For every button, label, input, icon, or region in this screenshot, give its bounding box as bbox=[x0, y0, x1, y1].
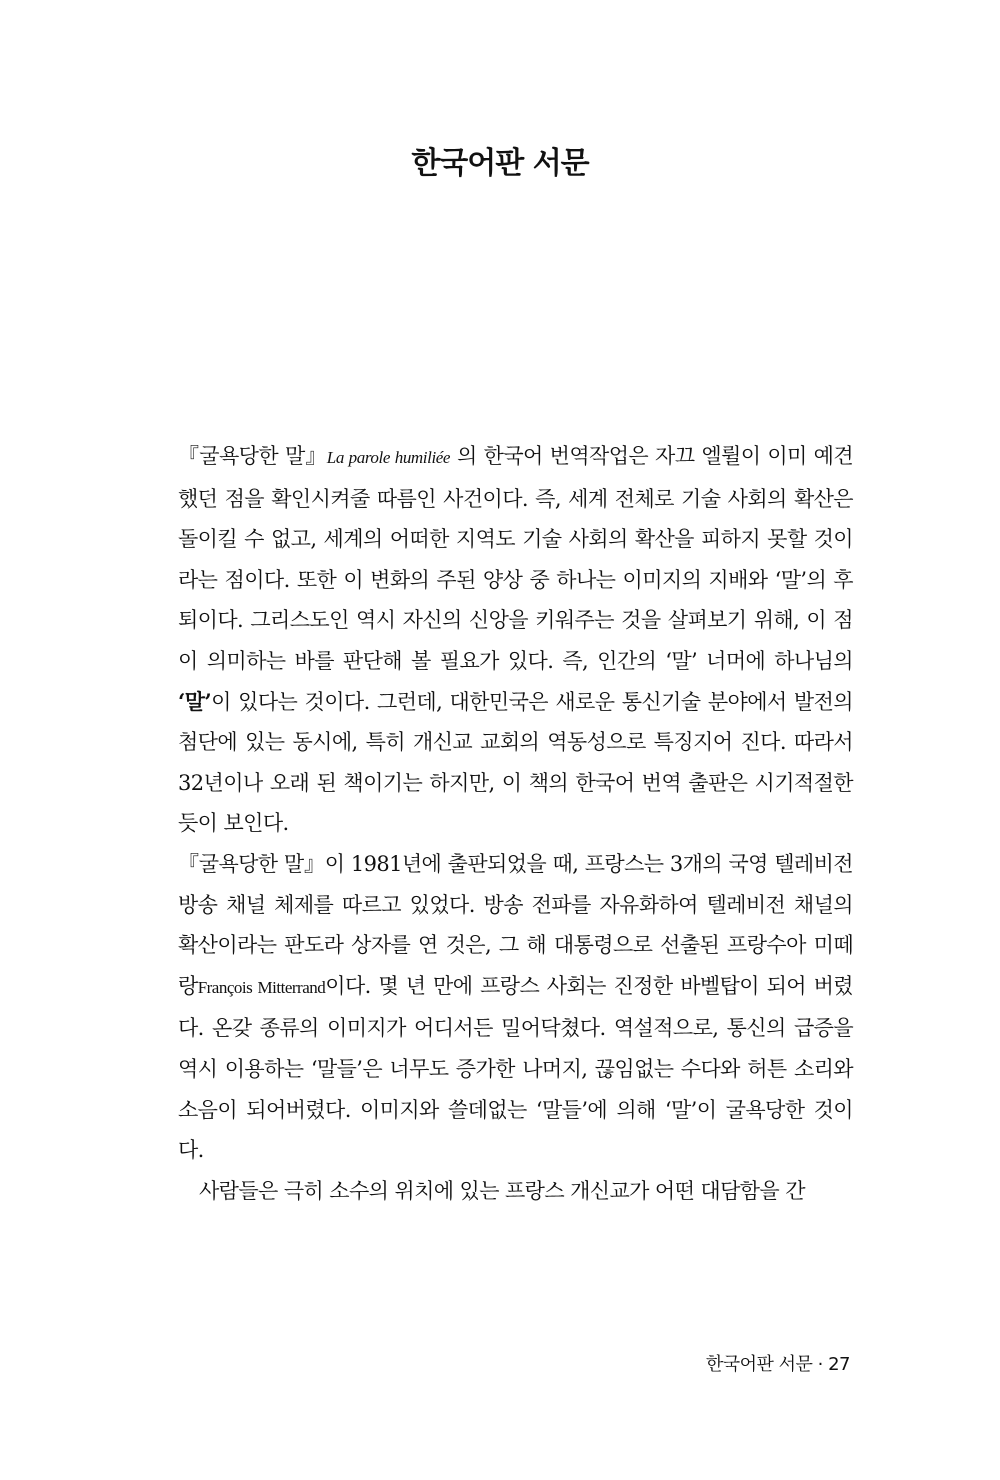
paragraph-2-text-b: 이다. 몇 년 만에 프랑스 사회는 진정한 바벨탑이 되어 버렸다. 온갖 종류의 이미지가 어디서든 밀어닥쳤다. 역설적으로, 통신의 급증을 역시 이용하는 ‘말들’은 너무도 증가한 나머지, 끊임없는 수다와 허튼 소리와 소음이 되어버렸다. 이미지와 쓸데없는 ‘말들’에 의해 ‘말’이 굴욕당한 것이다. bbox=[178, 973, 853, 1163]
book-title-french: La parole humiliée bbox=[326, 448, 451, 467]
paragraph-1-text-b: 이 있다는 것이다. 그런데, 대한민국은 새로운 통신기술 분야에서 발전의 첨단에 있는 동시에, 특히 개신교 교회의 역동성으로 특징지어 진다. 따라서 32년이나 오래 된 책이기는 하지만, 이 책의 한국어 번역 출판은 시기적절한 듯이 보인다. bbox=[178, 689, 853, 836]
paragraph-3 bbox=[178, 1171, 853, 1212]
person-name-french: François Mitterrand bbox=[197, 977, 326, 997]
paragraph-2-text-a: 『굴욕당한 말』이 1981년에 출판되었을 때, 프랑스는 3개의 국영 텔레비전 방송 채널 체제를 따르고 있었다. 방송 전파를 자유화하여 텔레비전 채널의 확산이라는 판도라 상자를 연 것은, 그 해 대통령으로 선출된 프랑수아 미떼랑 bbox=[178, 851, 853, 998]
paragraph-3-text: 사람들은 극히 소수의 위치에 있는 프랑스 개신교가 어떤 대담함을 간 bbox=[199, 1178, 805, 1203]
paragraph-2 bbox=[178, 844, 853, 1171]
body-text bbox=[178, 436, 853, 1211]
running-footer: 한국어판 서문 · 27 bbox=[705, 1354, 850, 1375]
book-title-korean: 『굴욕당한 말』 bbox=[178, 444, 327, 468]
paragraph-1-text-a: 의 한국어 번역작업은 자끄 엘륄이 이미 예견했던 점을 확인시켜줄 따름인 사건이다. 즉, 세계 전체로 기술 사회의 확산은 돌이킬 수 없고, 세계의 어떠한 지역도 기술 사회의 확산을 피하지 못할 것이라는 점이다. 또한 이 변화의 주된 양상 중 하나는 이미지의 지배와 ‘말’의 후퇴이다. 그리스도인 역시 자신의 신앙을 키워주는 것을 살펴보기 위해, 이 점이 의미하는 바를 판단해 볼 필요가 있다. 즉, 인간의 ‘말’ 너머에 하나님의 bbox=[178, 444, 854, 673]
page-title: 한국어판 서문 bbox=[411, 146, 589, 181]
paragraph-1 bbox=[178, 436, 853, 844]
emphasized-word: ‘말’ bbox=[178, 688, 212, 714]
